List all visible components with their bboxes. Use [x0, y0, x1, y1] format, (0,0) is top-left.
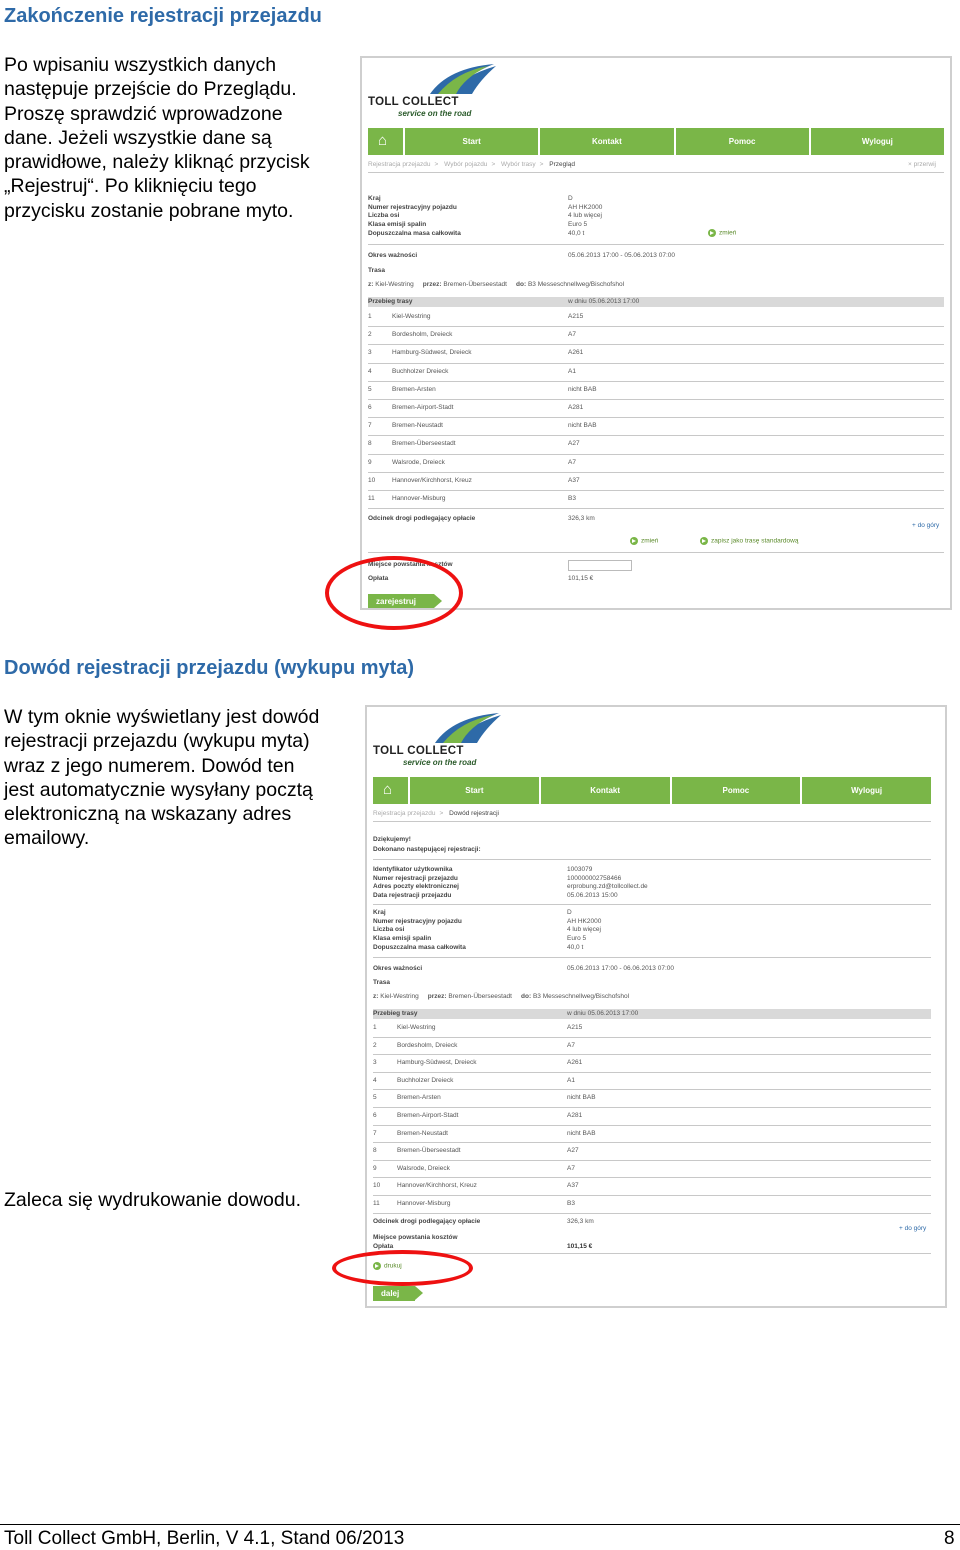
route-row-number: 2 — [373, 1041, 377, 1049]
vehicle-values: D AH HK2000 4 lub więcej Euro 5 40,0 t — [567, 909, 602, 951]
close-icon: × — [908, 161, 914, 168]
route-row-number: 9 — [368, 458, 372, 466]
route-row-number: 6 — [373, 1112, 377, 1119]
route-row-road: A7 — [568, 458, 576, 466]
route-row-place: Bremen-Neustadt — [397, 1129, 448, 1137]
route-row-number: 5 — [368, 385, 372, 393]
distance-value: 326,3 km — [568, 515, 595, 522]
route-row — [368, 400, 944, 418]
breadcrumb-current: Przegląd — [549, 161, 575, 168]
nav-start[interactable]: Start — [410, 777, 539, 804]
route-row — [368, 418, 944, 436]
route-row-road: A1 — [568, 367, 576, 375]
route-row-number: 1 — [373, 1024, 377, 1031]
route-row-road: A1 — [567, 1076, 575, 1084]
route-row-number: 6 — [368, 404, 372, 411]
validity-value: 05.06.2013 17:00 - 06.06.2013 07:00 — [567, 965, 674, 972]
route-row-place: Kiel-Westring — [397, 1024, 436, 1031]
to-top-link[interactable]: + do góry — [899, 1225, 927, 1232]
paragraph-line: elektroniczną na wskazany adres — [4, 803, 292, 826]
logo-tagline: service on the road — [403, 758, 477, 767]
vehicle-labels: Kraj Numer rejestracyjny pojazdu Liczba osi Klasa emisji spalin Dopuszczalna masa całkowita — [368, 195, 461, 237]
breadcrumb-item[interactable]: Rejestracja przejazdu — [368, 161, 431, 168]
main-nav — [373, 777, 931, 804]
route-row-road: A281 — [567, 1112, 583, 1119]
breadcrumb-item[interactable]: Wybór pojazdu — [444, 161, 488, 168]
paragraph-line: wraz z jego numerem. Dowód ten — [4, 754, 295, 777]
route-row-place: Bordesholm, Dreieck — [397, 1041, 458, 1049]
route-row-number: 7 — [368, 422, 372, 430]
route-row-number: 3 — [373, 1059, 377, 1067]
receipt-screenshot — [365, 705, 947, 1308]
registration-id-labels: Identyfikator użytkownika Numer rejestracji przejazdu Adres poczty elektronicznej Data rejestracji przejazdu — [373, 866, 459, 900]
paragraph-line: jest automatycznie wysyłany pocztą — [4, 778, 313, 801]
route-row-road: A7 — [567, 1041, 575, 1049]
route-row-place: Hamburg-Südwest, Dreieck — [392, 349, 472, 357]
route-row-number: 4 — [373, 1076, 377, 1084]
route-row-road: nicht BAB — [567, 1094, 596, 1102]
route-row — [368, 455, 944, 473]
cancel-link[interactable]: × przerwij — [908, 161, 937, 168]
footer-text: Toll Collect GmbH, Berlin, V 4.1, Stand 06/2013 — [4, 1528, 405, 1549]
route-line: z: Kiel-Westring przez: Bremen-Überseestadt do: B3 Messeschnellweg/Bischofshol — [368, 281, 625, 288]
registration-id-values: 1003079 100000002758466 erprobung.zd@tollcollect.de 05.06.2013 15:00 — [567, 866, 648, 900]
paragraph-line: rejestracji przejazdu (wykupu myta) — [4, 730, 310, 753]
toll-collect-logo — [373, 711, 513, 771]
vehicle-labels: Kraj Numer rejestracyjny pojazdu Liczba osi Klasa emisji spalin Dopuszczalna masa całkowita — [373, 909, 466, 951]
divider — [373, 821, 931, 822]
home-icon[interactable] — [373, 777, 408, 804]
change-route-link[interactable]: zmień — [630, 537, 658, 545]
route-row — [373, 1090, 931, 1108]
logo-text: TOLL COLLECT — [368, 96, 459, 108]
route-row-road: A7 — [567, 1164, 575, 1172]
route-row-place: Walsrode, Dreieck — [392, 458, 445, 466]
section1-paragraph — [4, 53, 310, 223]
route-row — [373, 1055, 931, 1073]
paragraph-line: prawidłowe, należy kliknąć przycisk — [4, 151, 310, 174]
route-row — [373, 1108, 931, 1126]
arrow-up-icon: + — [912, 522, 918, 529]
route-row-place: Walsrode, Dreieck — [397, 1164, 450, 1172]
next-button[interactable]: dalej — [373, 1286, 415, 1301]
route-row-place: Buchholzer Dreieck — [392, 367, 449, 375]
nav-contact[interactable]: Kontakt — [540, 128, 673, 155]
route-row-number: 1 — [368, 313, 372, 320]
print-link[interactable]: drukuj — [373, 1262, 402, 1270]
route-row-road: A37 — [567, 1182, 579, 1190]
home-icon[interactable] — [368, 128, 403, 155]
main-nav — [368, 128, 944, 155]
route-row-road: A281 — [568, 404, 584, 411]
route-row — [373, 1126, 931, 1144]
route-course-header: Przebieg trasy w dniu 05.06.2013 17:00 — [368, 297, 944, 307]
cost-place-label: Miejsce powstania kosztów — [368, 561, 453, 568]
nav-logout[interactable]: Wyloguj — [811, 128, 944, 155]
arrow-right-icon — [630, 537, 638, 545]
paragraph-line: Po wpisaniu wszystkich danych — [4, 54, 277, 76]
fee-label: Opłata — [368, 575, 389, 582]
arrow-up-icon: + — [899, 1225, 905, 1232]
route-row-road: A215 — [568, 313, 584, 320]
route-row-place: Bremen-Neustadt — [392, 422, 443, 430]
paragraph-line: następuje przejście do Przeglądu. — [4, 78, 297, 101]
breadcrumb: Rejestracja przejazdu > Dowód rejestracji — [373, 810, 499, 817]
route-row — [373, 1161, 931, 1179]
route-row-number: 10 — [373, 1182, 381, 1190]
nav-start[interactable]: Start — [405, 128, 538, 155]
route-row — [373, 1196, 931, 1214]
route-row-road: A261 — [567, 1059, 583, 1067]
route-row-road: A37 — [568, 476, 580, 484]
divider — [368, 244, 944, 245]
to-top-link[interactable]: + do góry — [912, 522, 940, 529]
validity-value: 05.06.2013 17:00 - 05.06.2013 07:00 — [568, 252, 675, 259]
route-row-number: 11 — [373, 1200, 380, 1207]
logo-text: TOLL COLLECT — [373, 745, 464, 757]
validity-label: Okres ważności — [373, 965, 423, 972]
paragraph-line: emailowy. — [4, 827, 90, 850]
paragraph-line: przycisku zostanie pobrane myto. — [4, 199, 294, 222]
cost-place-input[interactable] — [568, 560, 632, 571]
route-row-number: 7 — [373, 1129, 377, 1137]
divider — [373, 957, 931, 958]
route-row-number: 8 — [373, 1147, 377, 1155]
route-row — [368, 382, 944, 400]
section-heading-registration-finish: Zakończenie rejestracji przejazdu — [4, 5, 322, 27]
distance-value: 326,3 km — [567, 1218, 594, 1225]
route-row — [373, 1143, 931, 1161]
fee-label: Opłata — [373, 1243, 394, 1250]
route-row-road: B3 — [568, 495, 576, 502]
divider — [373, 904, 931, 905]
route-row — [373, 1020, 931, 1038]
route-row-place: Bremen-Arsten — [392, 385, 436, 393]
save-standard-route-link[interactable]: zapisz jako trasę standardową — [700, 537, 798, 545]
paragraph-line: W tym oknie wyświetlany jest dowód — [4, 706, 320, 728]
logo-wing-icon — [428, 62, 498, 96]
cost-place-label: Miejsce powstania kosztów — [373, 1234, 458, 1241]
route-row-place: Kiel-Westring — [392, 313, 431, 320]
route-row-number: 4 — [368, 367, 372, 375]
route-row-place: Hannover/Kirchhorst, Kreuz — [392, 476, 472, 484]
logo-tagline: service on the road — [398, 109, 472, 118]
highlight-circle-print — [332, 1250, 473, 1286]
route-row-number: 3 — [368, 349, 372, 357]
route-row-road: A27 — [567, 1147, 579, 1155]
route-row-road: A7 — [568, 331, 576, 339]
route-row-place: Bremen-Airport-Stadt — [397, 1112, 459, 1119]
page-number: 8 — [944, 1528, 955, 1549]
divider — [368, 552, 944, 553]
paragraph-line: dane. Jeżeli wszystkie dane są — [4, 126, 272, 149]
overview-screenshot — [360, 56, 952, 610]
highlight-circle-register — [325, 556, 463, 630]
nav-logout[interactable]: Wyloguj — [802, 777, 931, 804]
route-row-place: Hannover-Misburg — [397, 1200, 451, 1207]
route-row-place: Bremen-Überseestadt — [392, 440, 456, 448]
route-row — [368, 491, 944, 509]
route-row — [368, 345, 944, 363]
route-row — [373, 1038, 931, 1056]
vehicle-values: D AH HK2000 4 lub więcej Euro 5 40,0 t — [568, 195, 603, 237]
route-row — [373, 1178, 931, 1196]
section2-paragraph — [4, 705, 319, 851]
done-text: Dokonano następującej rejestracji: — [373, 846, 481, 853]
breadcrumb: Rejestracja przejazdu > Wybór pojazdu > Wybór trasy > Przegląd — [368, 161, 575, 168]
route-row — [368, 364, 944, 382]
route-row — [368, 309, 944, 327]
route-label: Trasa — [368, 267, 385, 274]
route-row-road: A27 — [568, 440, 580, 448]
paragraph-line: „Rejestruj“. Po kliknięciu tego — [4, 175, 257, 198]
route-row — [368, 436, 944, 454]
route-row-road: nicht BAB — [568, 385, 597, 393]
route-row-road: A261 — [568, 349, 584, 357]
route-line: z: Kiel-Westring przez: Bremen-Überseestadt do: B3 Messeschnellweg/Bischofshol — [373, 993, 630, 1000]
route-row-place: Hannover-Misburg — [392, 495, 446, 502]
route-row-number: 5 — [373, 1094, 377, 1102]
route-row-place: Hamburg-Südwest, Dreieck — [397, 1059, 477, 1067]
arrow-right-icon — [700, 537, 708, 545]
divider — [368, 172, 944, 173]
fee-value: 101,15 € — [567, 1243, 593, 1250]
route-row-number: 10 — [368, 476, 376, 484]
register-button[interactable]: zarejestruj — [368, 594, 434, 609]
route-row — [368, 473, 944, 491]
route-row-place: Bordesholm, Dreieck — [392, 331, 453, 339]
breadcrumb-current: Dowód rejestracji — [449, 810, 499, 817]
route-label: Trasa — [373, 979, 390, 986]
route-row — [373, 1073, 931, 1091]
divider — [373, 859, 931, 860]
breadcrumb-item[interactable]: Wybór trasy — [501, 161, 536, 168]
fee-value: 101,15 € — [568, 575, 594, 582]
route-row-number: 11 — [368, 495, 375, 502]
route-row-place: Bremen-Airport-Stadt — [392, 404, 454, 411]
nav-help[interactable]: Pomoc — [676, 128, 809, 155]
nav-help[interactable]: Pomoc — [672, 777, 801, 804]
route-row-road: nicht BAB — [567, 1129, 596, 1137]
logo-wing-icon — [433, 711, 503, 745]
route-row-road: A215 — [567, 1024, 583, 1031]
route-row-place: Bremen-Arsten — [397, 1094, 441, 1102]
route-course-header: Przebieg trasy w dniu 05.06.2013 17:00 — [373, 1009, 931, 1019]
nav-contact[interactable]: Kontakt — [541, 777, 670, 804]
print-recommendation: Zaleca się wydrukowanie dowodu. — [4, 1189, 301, 1211]
route-row-road: B3 — [567, 1200, 575, 1207]
footer-divider — [0, 1524, 960, 1525]
route-row-number: 8 — [368, 440, 372, 448]
section-heading-registration-proof: Dowód rejestracji przejazdu (wykupu myta) — [4, 657, 415, 679]
route-row-place: Hannover/Kirchhorst, Kreuz — [397, 1182, 477, 1190]
paragraph-line: Proszę sprawdzić wprowadzone — [4, 102, 283, 125]
change-vehicle-link[interactable]: zmień — [708, 229, 736, 237]
arrow-right-icon — [708, 229, 716, 237]
toll-collect-logo — [368, 62, 508, 122]
thanks-text: Dziękujemy! — [373, 836, 411, 843]
route-row-place: Buchholzer Dreieck — [397, 1076, 454, 1084]
route-row — [368, 327, 944, 345]
divider — [373, 1253, 931, 1254]
route-row-number: 2 — [368, 331, 372, 339]
route-row-place: Bremen-Überseestadt — [397, 1147, 461, 1155]
route-row-number: 9 — [373, 1164, 377, 1172]
validity-label: Okres ważności — [368, 252, 418, 259]
route-row-road: nicht BAB — [568, 422, 597, 430]
breadcrumb-item[interactable]: Rejestracja przejazdu — [373, 810, 436, 817]
distance-label: Odcinek drogi podlegający opłacie — [368, 515, 476, 522]
distance-label: Odcinek drogi podlegający opłacie — [373, 1218, 481, 1225]
